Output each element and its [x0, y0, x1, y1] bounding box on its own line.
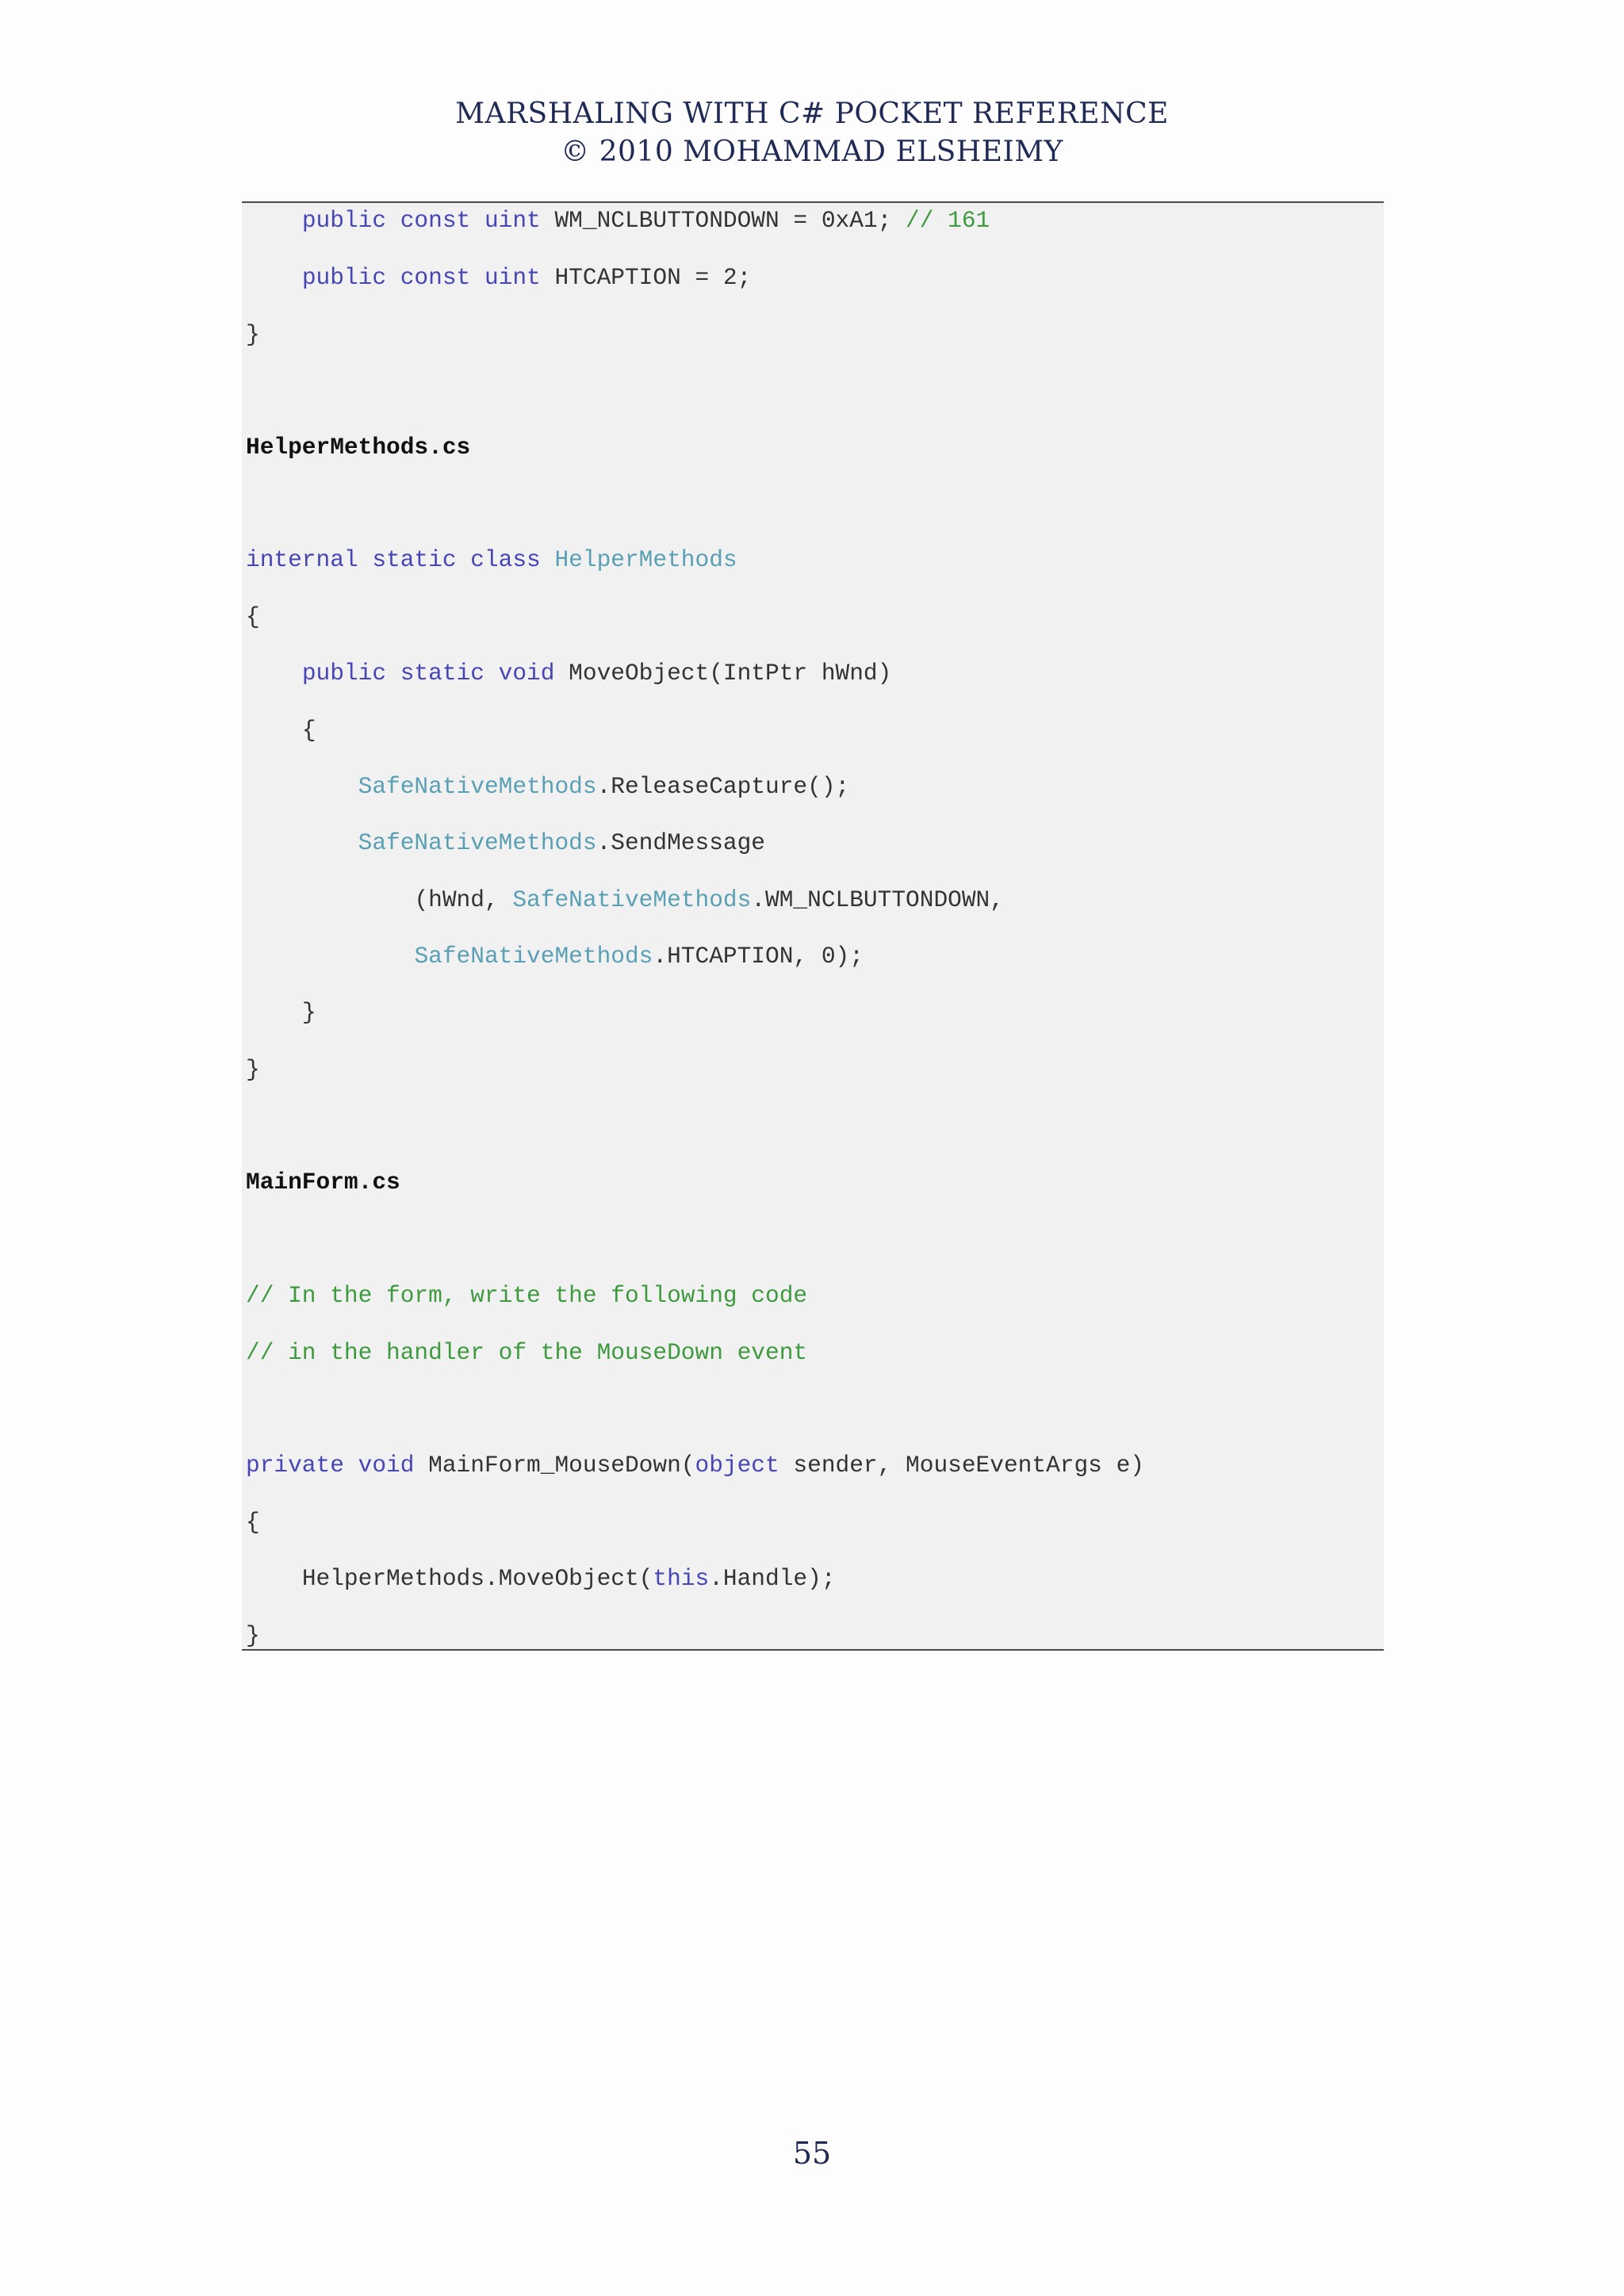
code-line: SafeNativeMethods.SendMessage — [358, 829, 766, 856]
page-number: 55 — [792, 2136, 832, 2171]
code-line: public const uint HTCAPTION = 2; — [301, 264, 752, 291]
header-copyright: © 2010 MOHAMMAD ELSHEIMY — [561, 136, 1063, 168]
code-line: } — [301, 999, 316, 1026]
code-line: (hWnd, SafeNativeMethods.WM_NCLBUTTONDOWN, — [414, 886, 1004, 913]
header-title: MARSHALING WITH C# POCKET REFERENCE — [455, 98, 1169, 130]
code-comment-line: // in the handler of the MouseDown event — [246, 1339, 808, 1366]
code-listing — [242, 201, 1384, 1651]
code-line: internal static class HelperMethods — [246, 546, 737, 573]
code-line: } — [246, 1056, 260, 1083]
code-line: SafeNativeMethods.ReleaseCapture(); — [358, 773, 850, 800]
file-name-heading: HelperMethods.cs — [246, 434, 471, 461]
running-header — [0, 95, 1624, 171]
code-line: public const uint WM_NCLBUTTONDOWN = 0xA1; // 161 — [301, 207, 990, 234]
code-comment-line: // In the form, write the following code — [246, 1282, 808, 1309]
code-line: { — [246, 1509, 260, 1536]
code-line: { — [301, 717, 316, 744]
code-line: { — [246, 603, 260, 630]
code-line: public static void MoveObject(IntPtr hWnd) — [301, 660, 892, 687]
code-line: private void MainForm_MouseDown(object sender, MouseEventArgs e) — [246, 1452, 1144, 1479]
file-name-heading: MainForm.cs — [246, 1169, 400, 1196]
code-line: } — [246, 321, 260, 348]
code-line: SafeNativeMethods.HTCAPTION, 0); — [414, 943, 864, 970]
code-line: } — [246, 1622, 260, 1649]
code-line: HelperMethods.MoveObject(this.Handle); — [301, 1565, 836, 1592]
